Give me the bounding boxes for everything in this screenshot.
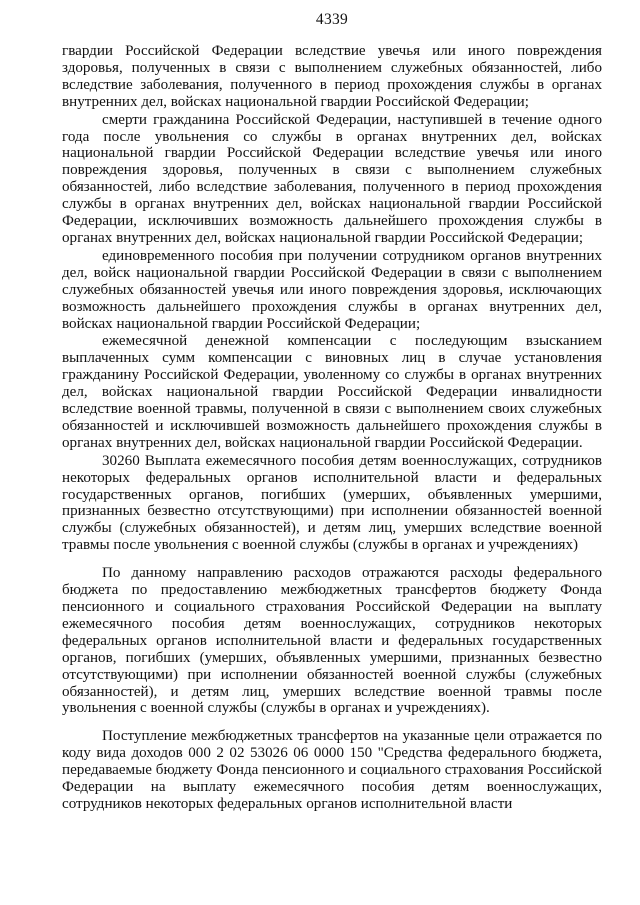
- document-page: [62, 10, 602, 813]
- paragraph-continuation: гвардии Российской Федерации вследствие увечья или иного повреждения здоровья, полученных в связи с выполнением служебных обязанностей, либо вследствие заболевания, полученного в период прохождения службы в органах внутренних дел, войсках национальной гвардии Российской Федерации;: [62, 43, 602, 110]
- paragraph-lump-sum-benefit: единовременного пособия при получении сотрудником органов внутренних дел, войск национальной гвардии Российской Федерации в связи с выполнением служебных обязанностей увечья или иного повреждения здоровья, исключающих возможность дальнейшего прохождения службы в органах внутренних дел, войсках национальной гвардии Российской Федерации;: [62, 247, 602, 332]
- page-number: 4339: [315, 11, 349, 28]
- paragraph-revenue-code: Поступление межбюджетных трансфертов на указанные цели отражается по коду вида доходов 000 2 02 53026 06 0000 150 "Средства федерального бюджета, передаваемые бюджету Фонда пенсионного и социального страхования Российской Федерации на выплату ежемесячного пособия детям военнослужащих, сотрудников некоторых федеральных органов исполнительной власти: [62, 728, 602, 812]
- section-heading-30260: 30260 Выплата ежемесячного пособия детям военнослужащих, сотрудников некоторых федеральных органов исполнительной власти и федеральных государственных органов, погибших (умерших, объявленных умершими, признанных безвестно отсутствующими) при исполнении обязанностей военной службы (служебных обязанностей), и детям лиц, умерших вследствие военной травмы после увольнения с военной службы (службы в органах и учреждениях): [62, 452, 602, 554]
- paragraph-monthly-compensation: ежемесячной денежной компенсации с последующим взысканием выплаченных сумм компенсации с виновных лиц в случае установления гражданину Российской Федерации, уволенному со службы в органах внутренних дел, войсках национальной гвардии Российской Федерации инвалидности вследствие военной травмы, полученной в связи с выполнением своих служебных обязанностей и исключившей возможность дальнейшего прохождения службы в органах внутренних дел, войсках национальной гвардии Российской Федерации.: [62, 333, 602, 451]
- paragraph-death-after-dismissal: смерти гражданина Российской Федерации, наступившей в течение одного года после увольнения со службы в органах внутренних дел, войсках национальной гвардии Российской Федерации вследствие увечья или иного повреждения здоровья, полученных в связи с выполнением служебных обязанностей, либо вследствие заболевания, полученного в период прохождения службы в органах внутренних дел, войсках национальной гвардии Российской Федерации, исключивших возможность дальнейшего прохождения службы в органах внутренних дел, войсках национальной гвардии Российской Федерации;: [62, 111, 602, 246]
- paragraph-expense-direction: По данному направлению расходов отражаются расходы федерального бюджета по предоставлению межбюджетных трансфертов бюджету Фонда пенсионного и социального страхования Российской Федерации на выплату ежемесячного пособия детям военнослужащих, сотрудников некоторых федеральных органов исполнительной власти и федеральных государственных органов, погибших (умерших, объявленных умершими, признанных безвестно отсутствующими) при исполнении обязанностей военной службы (служебных обязанностей), и детям лиц, умерших вследствие военной травмы после увольнения с военной службы (службы в органах и учреждениях).: [62, 565, 602, 717]
